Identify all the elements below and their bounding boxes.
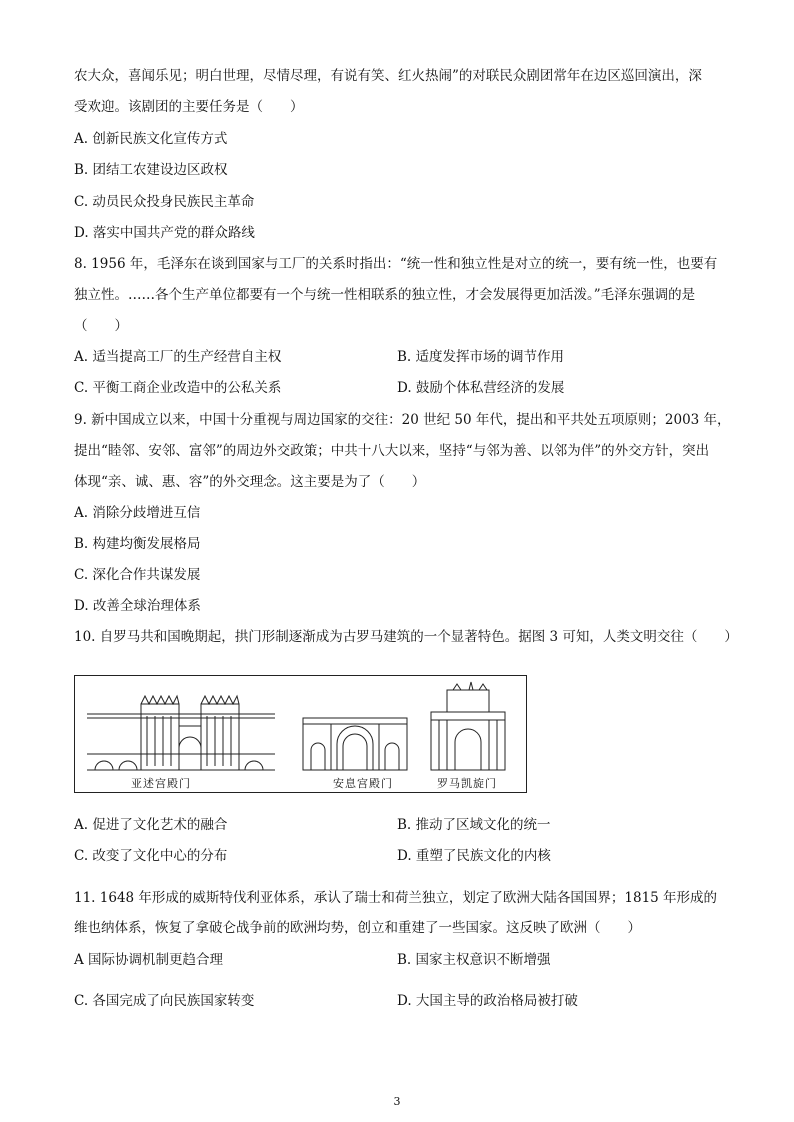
q7-option-d: D. 落实中国共产党的群众路线	[74, 225, 255, 241]
q8-option-a: A. 适当提高工厂的生产经营自主权	[74, 349, 282, 365]
q7-option-b: B. 团结工农建设边区政权	[74, 162, 228, 178]
page-number: 3	[393, 1095, 401, 1108]
arch-gates-figure	[74, 675, 527, 793]
q9-stem-line-1: 9. 新中国成立以来，中国十分重视与周边国家的交往：20 世纪 50 年代，提出和平共处五项原则；2003 年，	[74, 412, 731, 428]
q10-option-b: B. 推动了区域文化的统一	[397, 817, 551, 833]
q11-option-b: B. 国家主权意识不断增强	[397, 952, 551, 968]
q10-stem-line-1: 10. 自罗马共和国晚期起，拱门形制逐渐成为古罗马建筑的一个显著特色。据图 3 可知，人类文明交往（ ）	[74, 629, 738, 645]
q10-option-a: A. 促进了文化艺术的融合	[74, 817, 228, 833]
q10-option-c: C. 改变了文化中心的分布	[74, 848, 228, 864]
q9-option-c: C. 深化合作共谋发展	[74, 567, 201, 583]
figure-caption-roman: 罗马凯旋门	[437, 777, 497, 790]
q8-stem-line-1: 8. 1956 年，毛泽东在谈到国家与工厂的关系时指出：“统一性和独立性是对立的统一，要有统一性，也要有	[74, 256, 718, 272]
q8-stem-line-2: 独立性。……各个生产单位都要有一个与统一性相联系的独立性，才会发展得更加活泼。”毛泽东强调的是	[74, 287, 696, 303]
q11-option-c: C. 各国完成了向民族国家转变	[74, 993, 255, 1009]
q9-stem-line-2: 提出“睦邻、安邻、富邻”的周边外交政策；中共十八大以来，坚持“与邻为善、以邻为伴”的外交方针，突出	[74, 443, 710, 459]
q9-stem-line-3: 体现“亲、诚、惠、容”的外交理念。这主要是为了（ ）	[74, 474, 426, 490]
roman-arch-drawing	[431, 682, 505, 770]
q9-option-d: D. 改善全球治理体系	[74, 598, 201, 614]
figure-caption-parthian: 安息宫殿门	[333, 777, 393, 790]
q7-stem-line-2: 受欢迎。该剧团的主要任务是（ ）	[74, 99, 304, 115]
q9-option-a: A. 消除分歧增进互信	[74, 505, 201, 521]
q7-stem-line-1: 农大众，喜闻乐见；明白世理，尽情尽理，有说有笑、红火热闹”的对联民众剧团常年在边区巡回演出，深	[74, 68, 702, 84]
q11-option-d: D. 大国主导的政治格局被打破	[397, 993, 578, 1009]
q7-option-a: A. 创新民族文化宣传方式	[74, 131, 228, 147]
q11-stem-line-1: 11. 1648 年形成的威斯特伐利亚体系，承认了瑞士和荷兰独立，划定了欧洲大陆各国国界；1815 年形成的	[74, 890, 718, 906]
assyrian-gate-drawing	[87, 696, 275, 770]
q8-option-b: B. 适度发挥市场的调节作用	[397, 349, 565, 365]
q9-option-b: B. 构建均衡发展格局	[74, 536, 201, 552]
q8-stem-line-3: （ ）	[74, 318, 128, 334]
figure-caption-assyrian: 亚述宫殿门	[131, 777, 191, 790]
q10-option-d: D. 重塑了民族文化的内核	[397, 848, 551, 864]
q7-option-c: C. 动员民众投身民族民主革命	[74, 194, 255, 210]
arch-gates-illustration	[75, 676, 525, 791]
q11-stem-line-2: 维也纳体系，恢复了拿破仑战争前的欧洲均势，创立和重建了一些国家。这反映了欧洲（ ）	[74, 920, 641, 936]
parthian-gate-drawing	[303, 718, 407, 770]
q11-option-a: A 国际协调机制更趋合理	[74, 952, 224, 968]
q8-option-d: D. 鼓励个体私营经济的发展	[397, 380, 565, 396]
q8-option-c: C. 平衡工商企业改造中的公私关系	[74, 380, 282, 396]
